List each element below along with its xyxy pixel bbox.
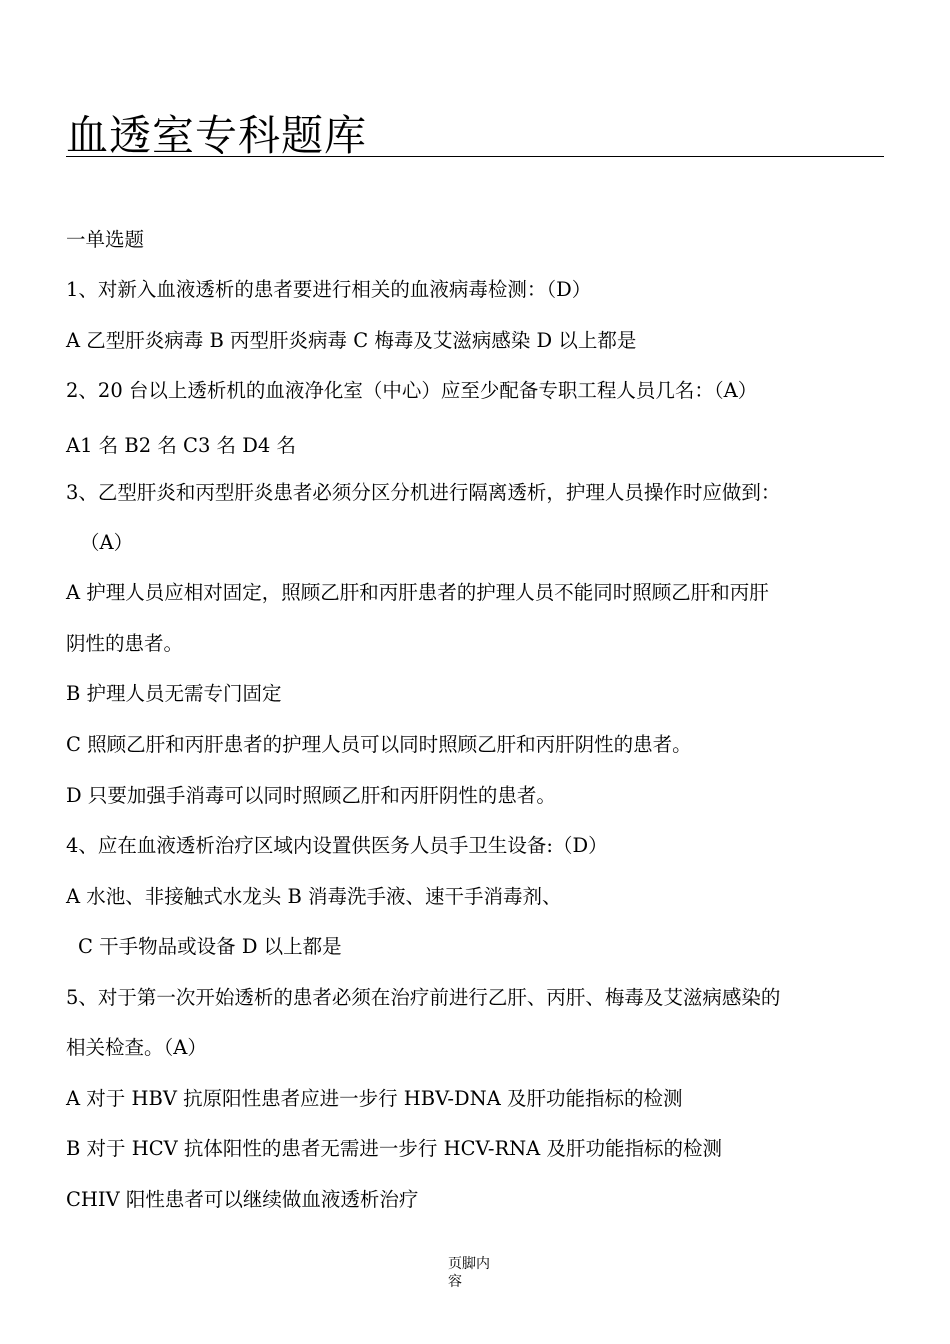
question-2: 2、20 台以上透析机的血液净化室（中心）应至少配备专职工程人员几名：（A） [66, 379, 758, 402]
footer-line-2: 容 [448, 1274, 462, 1290]
question-3-answer: （A） [80, 531, 134, 554]
question-4: 4、应在血液透析治疗区域内设置供医务人员手卫生设备:（D） [66, 834, 608, 857]
question-1: 1、对新入血液透析的患者要进行相关的血液病毒检测：（D） [66, 278, 592, 301]
question-5: 5、对于第一次开始透析的患者必须在治疗前进行乙肝、丙肝、梅毒及艾滋病感染的 [66, 986, 781, 1009]
question-5-option-b: B 对于 HCV 抗体阳性的患者无需进一步行 HCV-RNA 及肝功能指标的检测 [66, 1137, 722, 1160]
footer-line-1: 页脚内 [448, 1256, 490, 1272]
question-4-options-cont: C 干手物品或设备 D 以上都是 [78, 935, 342, 958]
title-underline [66, 156, 884, 157]
question-3-option-a-cont: 阴性的患者。 [66, 632, 184, 655]
question-3-option-c: C 照顾乙肝和丙肝患者的护理人员可以同时照顾乙肝和丙肝阴性的患者。 [66, 733, 692, 756]
section-heading: 一单选题 [66, 228, 145, 251]
question-3-option-b: B 护理人员无需专门固定 [66, 682, 282, 705]
question-5-option-a: A 对于 HBV 抗原阳性患者应进一步行 HBV-DNA 及肝功能指标的检测 [66, 1087, 683, 1110]
question-5-option-c: CHIV 阳性患者可以继续做血液透析治疗 [66, 1188, 419, 1211]
question-3-option-a: A 护理人员应相对固定，照顾乙肝和丙肝患者的护理人员不能同时照顾乙肝和丙肝 [66, 581, 769, 604]
question-5-cont: 相关检查。（A） [66, 1036, 207, 1059]
question-4-options: A 水池、非接触式水龙头 B 消毒洗手液、速干手消毒剂、 [66, 885, 562, 908]
page-title: 血透室专科题库 [66, 111, 368, 160]
question-2-options: A1 名 B2 名 C3 名 D4 名 [66, 434, 296, 457]
question-1-options: A 乙型肝炎病毒 B 丙型肝炎病毒 C 梅毒及艾滋病感染 D 以上都是 [66, 329, 637, 352]
question-3-option-d: D 只要加强手消毒可以同时照顾乙肝和丙肝阴性的患者。 [66, 784, 556, 807]
question-3: 3、乙型肝炎和丙型肝炎患者必须分区分机进行隔离透析，护理人员操作时应做到： [66, 481, 781, 504]
page-footer [448, 1255, 508, 1291]
